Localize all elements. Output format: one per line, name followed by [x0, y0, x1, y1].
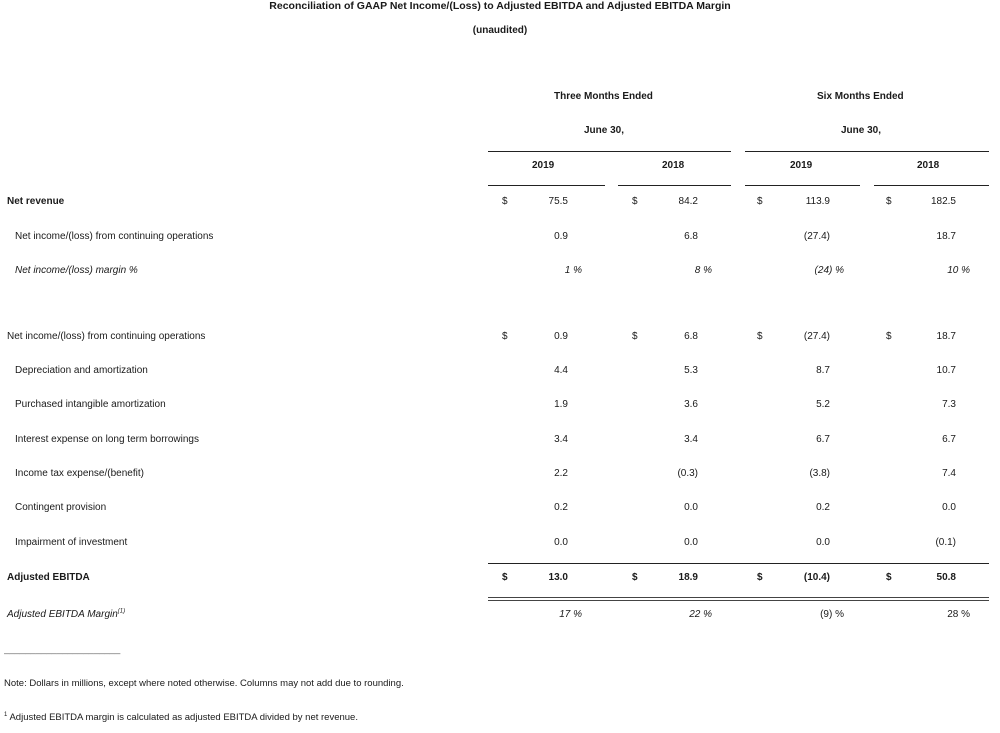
cell-net-revenue-h2019: 113.9 — [805, 196, 830, 207]
dollar-sign: $ — [502, 572, 508, 583]
dollar-sign: $ — [757, 572, 763, 583]
row-label-interest-expense: Interest expense on long term borrowings — [15, 434, 199, 445]
header-rule-three-months — [488, 151, 731, 152]
cell-ebitda-q2019: 13.0 — [548, 572, 568, 583]
report-title: Reconciliation of GAAP Net Income/(Loss) to Adjusted EBITDA and Adjusted EBITDA Margin — [269, 0, 731, 12]
footnote-number: 1 — [4, 711, 8, 718]
cell-recon-net-income-q2019: 0.9 — [554, 331, 568, 342]
cell-net-revenue-q2019: 75.5 — [548, 196, 568, 207]
cell-margin-h2018: 10 % — [947, 265, 970, 276]
cell-impairment-q2018: 0.0 — [684, 537, 698, 548]
subtotal-rule — [488, 563, 989, 564]
row-label-net-revenue: Net revenue — [7, 196, 65, 207]
row-label-depreciation: Depreciation and amortization — [15, 365, 148, 376]
cell-tax-h2019: (3.8) — [809, 468, 830, 479]
cell-net-income-h2018: 18.7 — [936, 231, 956, 242]
year-rule-2 — [618, 185, 731, 186]
cell-ebitda-margin-q2019: 17 % — [559, 609, 582, 620]
dollar-sign: $ — [632, 331, 638, 342]
cell-depreciation-q2019: 4.4 — [554, 365, 568, 376]
year-rule-3 — [745, 185, 860, 186]
cell-contingent-q2019: 0.2 — [554, 502, 568, 513]
row-label-intangible-amortization: Purchased intangible amortization — [15, 399, 166, 410]
dollar-sign: $ — [757, 196, 763, 207]
cell-interest-q2018: 3.4 — [684, 434, 698, 445]
cell-ebitda-q2018: 18.9 — [678, 572, 698, 583]
row-label-impairment: Impairment of investment — [15, 537, 128, 548]
cell-ebitda-h2018: 50.8 — [936, 572, 956, 583]
cell-interest-h2019: 6.7 — [816, 434, 830, 445]
note-text: Note: Dollars in millions, except where noted otherwise. Columns may not add due to rounding. — [4, 678, 404, 689]
row-label-net-income-margin: Net income/(loss) margin % — [15, 265, 138, 276]
total-double-rule — [488, 597, 989, 601]
cell-depreciation-q2018: 5.3 — [684, 365, 698, 376]
cell-impairment-h2018: (0.1) — [935, 537, 956, 548]
dollar-sign: $ — [886, 331, 892, 342]
cell-tax-h2018: 7.4 — [942, 468, 956, 479]
cell-ebitda-margin-q2018: 22 % — [689, 609, 712, 620]
year-header-h-2018: 2018 — [917, 160, 940, 171]
group-subheader-six-months: June 30, — [841, 125, 882, 136]
cell-net-revenue-h2018: 182.5 — [930, 196, 956, 207]
cell-recon-net-income-q2018: 6.8 — [684, 331, 698, 342]
cell-interest-q2019: 3.4 — [554, 434, 568, 445]
cell-margin-q2018: 8 % — [694, 265, 712, 276]
ebitda-margin-label-text: Adjusted EBITDA Margin — [7, 609, 118, 620]
cell-ebitda-margin-h2018: 28 % — [947, 609, 970, 620]
row-label-net-income-cont-ops-recon: Net income/(loss) from continuing operations — [7, 331, 206, 342]
cell-intangible-h2018: 7.3 — [942, 399, 956, 410]
cell-depreciation-h2019: 8.7 — [816, 365, 830, 376]
header-rule-six-months — [745, 151, 989, 152]
dollar-sign: $ — [502, 196, 508, 207]
cell-tax-q2019: 2.2 — [554, 468, 568, 479]
cell-tax-q2018: (0.3) — [677, 468, 698, 479]
cell-margin-h2019: (24) % — [814, 265, 844, 276]
report-subtitle: (unaudited) — [472, 25, 528, 36]
cell-ebitda-h2019: (10.4) — [803, 572, 830, 583]
row-label-adjusted-ebitda: Adjusted EBITDA — [7, 572, 90, 583]
dollar-sign: $ — [632, 196, 638, 207]
year-header-q-2018: 2018 — [662, 160, 685, 171]
cell-net-income-q2019: 0.9 — [554, 231, 568, 242]
cell-net-revenue-q2018: 84.2 — [678, 196, 698, 207]
footnote-marker: (1) — [117, 608, 126, 615]
year-rule-4 — [874, 185, 989, 186]
cell-intangible-h2019: 5.2 — [816, 399, 830, 410]
cell-margin-q2019: 1 % — [564, 265, 582, 276]
group-header-three-months: Three Months Ended — [554, 91, 653, 102]
cell-impairment-q2019: 0.0 — [554, 537, 568, 548]
cell-contingent-h2018: 0.0 — [942, 502, 956, 513]
group-subheader-three-months: June 30, — [584, 125, 625, 136]
row-label-adjusted-ebitda-margin — [7, 609, 125, 620]
group-header-six-months: Six Months Ended — [817, 91, 904, 102]
cell-intangible-q2018: 3.6 — [684, 399, 698, 410]
dollar-sign: $ — [886, 196, 892, 207]
row-label-net-income-cont-ops: Net income/(loss) from continuing operations — [15, 231, 214, 242]
cell-depreciation-h2018: 10.7 — [936, 365, 956, 376]
year-rule-1 — [488, 185, 605, 186]
row-label-income-tax: Income tax expense/(benefit) — [15, 468, 144, 479]
cell-contingent-q2018: 0.0 — [684, 502, 698, 513]
cell-intangible-q2019: 1.9 — [554, 399, 568, 410]
cell-ebitda-margin-h2019: (9) % — [820, 609, 844, 620]
footnote-text — [4, 712, 358, 723]
notes-separator: ______________________ — [4, 644, 121, 655]
dollar-sign: $ — [502, 331, 508, 342]
year-header-q-2019: 2019 — [532, 160, 555, 171]
footnote-body: Adjusted EBITDA margin is calculated as adjusted EBITDA divided by net revenue. — [7, 712, 358, 723]
cell-contingent-h2019: 0.2 — [816, 502, 830, 513]
cell-net-income-q2018: 6.8 — [684, 231, 698, 242]
cell-recon-net-income-h2019: (27.4) — [803, 331, 830, 342]
cell-impairment-h2019: 0.0 — [816, 537, 830, 548]
dollar-sign: $ — [632, 572, 638, 583]
row-label-contingent-provision: Contingent provision — [15, 502, 107, 513]
dollar-sign: $ — [886, 572, 892, 583]
dollar-sign: $ — [757, 331, 763, 342]
cell-interest-h2018: 6.7 — [942, 434, 956, 445]
year-header-h-2019: 2019 — [790, 160, 813, 171]
cell-recon-net-income-h2018: 18.7 — [936, 331, 956, 342]
cell-net-income-h2019: (27.4) — [803, 231, 830, 242]
